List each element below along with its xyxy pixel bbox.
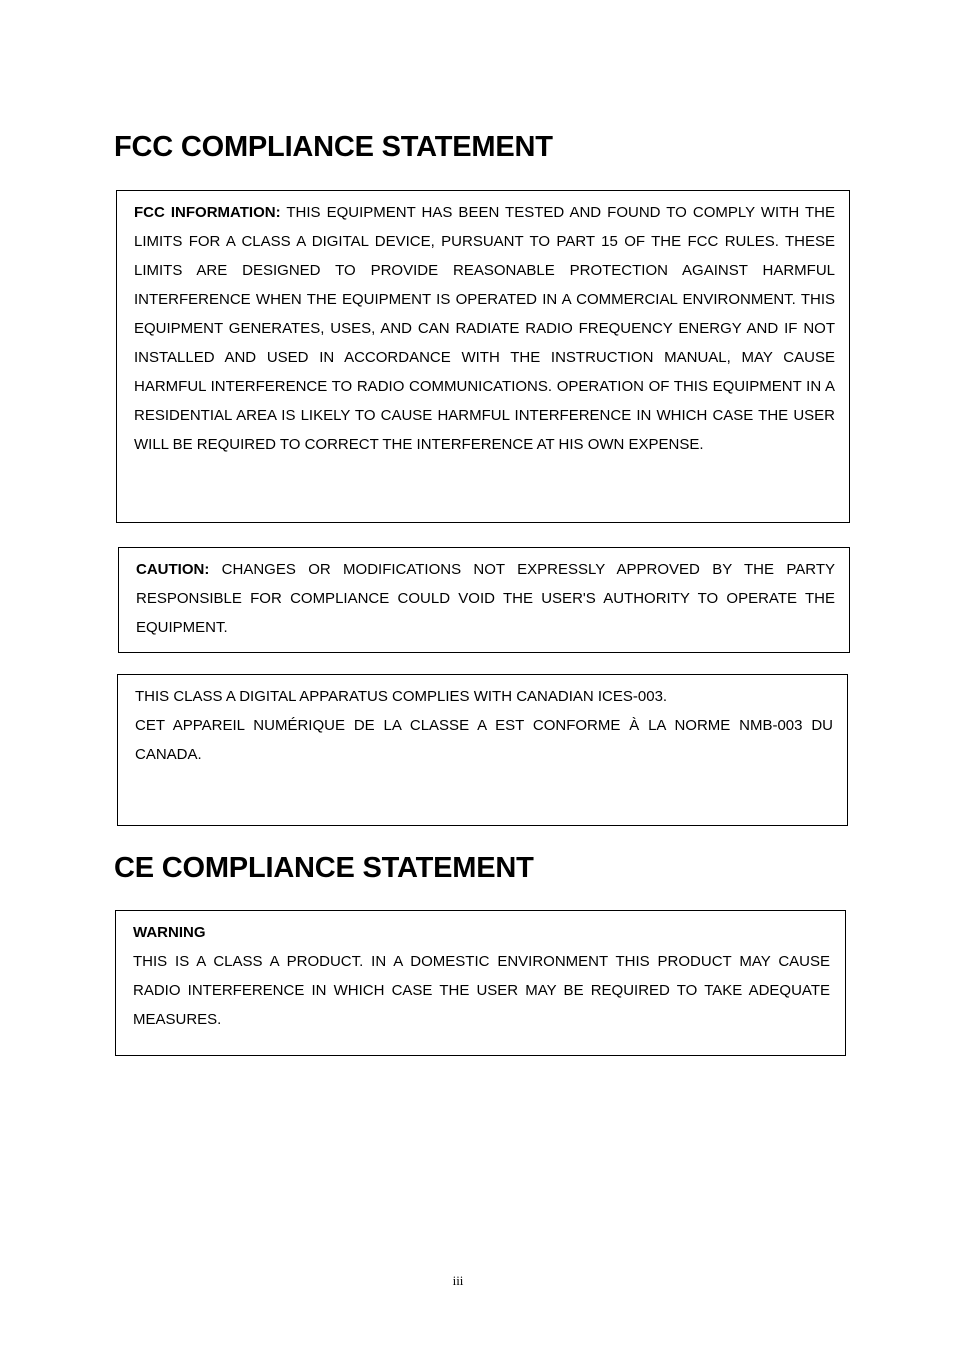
canada-compliance-french: CET APPAREIL NUMÉRIQUE DE LA CLASSE A EST CONFORME À LA NORME NMB-003 DU CANADA. [135,717,833,763]
fcc-heading: FCC COMPLIANCE STATEMENT [114,131,553,163]
fcc-information-paragraph [134,198,835,459]
ce-warning-label: WARNING [133,924,206,941]
page-number: iii [452,1273,464,1288]
ce-warning-text: THIS IS A CLASS A PRODUCT. IN A DOMESTIC ENVIRONMENT THIS PRODUCT MAY CAUSE RADIO INTERFERENCE IN WHICH CASE THE USER MAY BE REQUIRED TO TAKE ADEQUATE MEASURES. [133,953,830,1028]
caution-text: CHANGES OR MODIFICATIONS NOT EXPRESSLY APPROVED BY THE PARTY RESPONSIBLE FOR COMPLIANCE COULD VOID THE USER'S AUTHORITY TO OPERATE THE EQUIPMENT. [136,561,835,636]
caution-box [118,547,850,653]
caution-label: CAUTION: [136,561,210,578]
caution-paragraph [136,555,835,642]
ce-heading: CE COMPLIANCE STATEMENT [114,852,534,884]
ce-warning-box [115,910,846,1056]
fcc-information-box [116,190,850,523]
fcc-information-text: THIS EQUIPMENT HAS BEEN TESTED AND FOUND TO COMPLY WITH THE LIMITS FOR A CLASS A DIGITAL DEVICE, PURSUANT TO PART 15 OF THE FCC RULES. THESE LIMITS ARE DESIGNED TO PROVIDE REASONABLE PROTECTION AGAINST HARMFUL INTERFERENCE WHEN THE EQUIPMENT IS OPERATED IN A COMMERCIAL ENVIRONMENT. THIS EQUIPMENT GENERATES, USES, AND CAN RADIATE RADIO FREQUENCY ENERGY AND IF NOT INSTALLED AND USED IN ACCORDANCE WITH THE INSTRUCTION MANUAL, MAY CAUSE HARMFUL INTERFERENCE TO RADIO COMMUNICATIONS. OPERATION OF THIS EQUIPMENT IN A RESIDENTIAL AREA IS LIKELY TO CAUSE HARMFUL INTERFERENCE IN WHICH CASE THE USER WILL BE REQUIRED TO CORRECT THE INTERFERENCE AT HIS OWN EXPENSE. [134,204,835,453]
fcc-information-label: FCC INFORMATION: [134,204,281,221]
canada-compliance-box [117,674,848,826]
canada-compliance-english: THIS CLASS A DIGITAL APPARATUS COMPLIES WITH CANADIAN ICES-003. [135,688,668,705]
